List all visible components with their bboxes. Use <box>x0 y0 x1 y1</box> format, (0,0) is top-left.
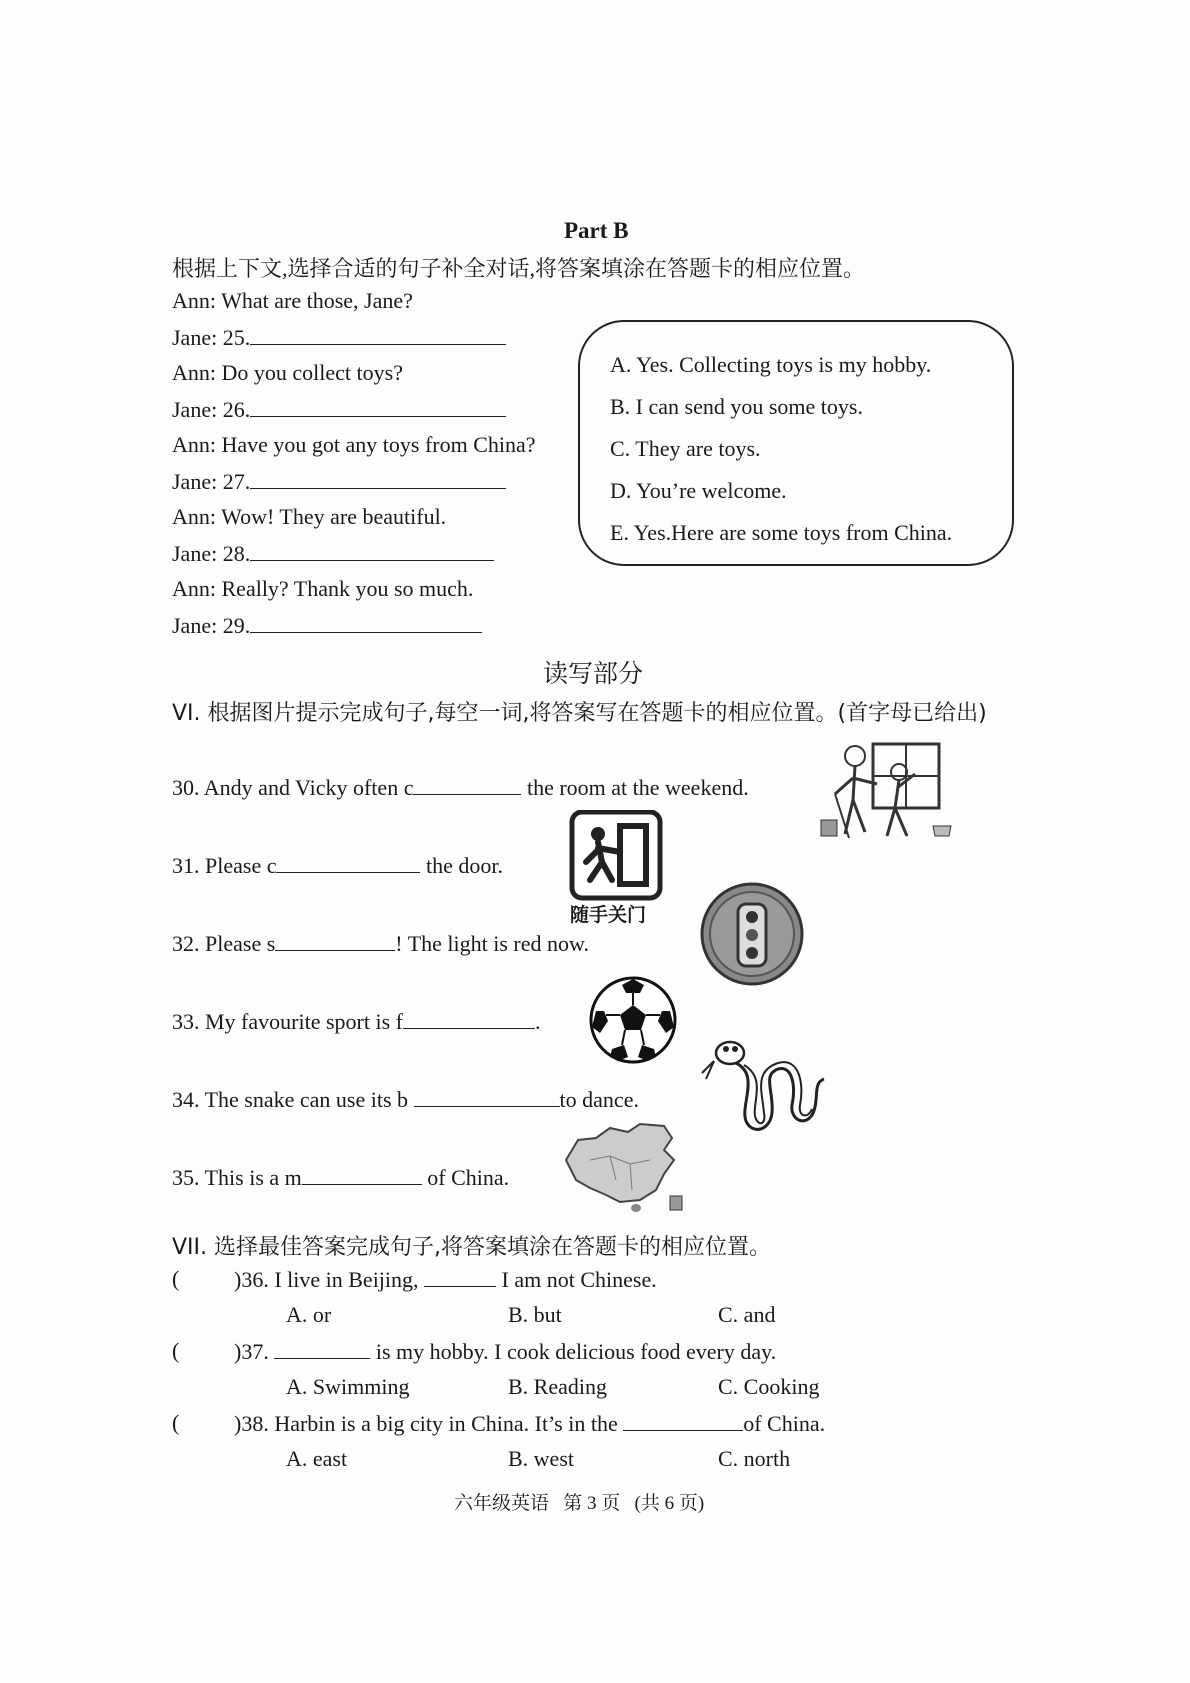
question-34: 34. The snake can use its b to dance. <box>172 1087 639 1112</box>
answer-paren-open: ( <box>172 1338 180 1363</box>
dialogue-line: Jane: 27. <box>172 468 506 495</box>
answer-blank[interactable] <box>276 852 420 873</box>
option-a: A. Yes. Collecting toys is my hobby. <box>610 352 932 377</box>
section-vi-title: VI. 根据图片提示完成句子,每空一词,将答案写在答题卡的相应位置。(首字母已给出) <box>172 701 987 726</box>
answer-blank[interactable] <box>250 468 506 489</box>
dialogue-line: Ann: Wow! They are beautiful. <box>172 504 447 529</box>
dialogue-line: Ann: Have you got any toys from China? <box>172 432 536 457</box>
answer-paren-open: ( <box>172 1410 180 1435</box>
answer-blank[interactable] <box>623 1410 743 1431</box>
answer-blank[interactable] <box>274 1338 370 1359</box>
option-b: B. I can send you some toys. <box>610 394 863 419</box>
dialogue-line: Ann: Do you collect toys? <box>172 360 403 385</box>
answer-blank[interactable] <box>250 396 506 417</box>
answer-blank[interactable] <box>250 540 494 561</box>
question-36: )36. I live in Beijing, I am not Chinese. <box>234 1267 657 1292</box>
question-38: )38. Harbin is a big city in China. It’s in the of China. <box>234 1411 826 1436</box>
answer-blank[interactable] <box>403 1008 535 1029</box>
option-d: D. You’re welcome. <box>610 478 787 503</box>
dialogue-line: Jane: 26. <box>172 396 506 423</box>
answer-blank[interactable] <box>302 1164 422 1185</box>
choice-c[interactable]: C. Cooking <box>718 1374 820 1399</box>
dialogue-line: Jane: 28. <box>172 540 494 567</box>
answer-blank[interactable] <box>424 1266 496 1287</box>
answer-blank[interactable] <box>275 930 395 951</box>
choice-b[interactable]: B. but <box>508 1302 562 1327</box>
china-map-icon <box>560 1120 690 1214</box>
choice-a[interactable]: A. Swimming <box>286 1374 410 1399</box>
question-33: 33. My favourite sport is f . <box>172 1009 541 1034</box>
option-e: E. Yes.Here are some toys from China. <box>610 520 953 545</box>
snake-icon <box>700 1035 832 1137</box>
soccer-ball-icon <box>588 975 678 1065</box>
options-box <box>578 320 1014 566</box>
dialogue-line: Ann: Really? Thank you so much. <box>172 576 474 601</box>
close-door-sign-text: 随手关门 <box>570 904 647 926</box>
choice-b[interactable]: B. Reading <box>508 1374 607 1399</box>
choice-a[interactable]: A. east <box>286 1446 348 1471</box>
question-31: 31. Please c the door. <box>172 853 503 878</box>
traffic-light-icon <box>698 880 806 988</box>
part-b-instruction: 根据上下文,选择合适的句子补全对话,将答案填涂在答题卡的相应位置。 <box>172 256 866 281</box>
question-30: 30. Andy and Vicky often c the room at the weekend. <box>172 775 749 800</box>
part-b-title: Part B <box>564 218 629 243</box>
cleaning-kids-picture <box>815 738 955 846</box>
dialogue-line: Jane: 29. <box>172 612 482 639</box>
dialogue-line: Jane: 25. <box>172 324 506 351</box>
answer-blank[interactable] <box>414 1086 560 1107</box>
section-vii-title: VII. 选择最佳答案完成句子,将答案填涂在答题卡的相应位置。 <box>172 1235 772 1260</box>
read-write-title: 读写部分 <box>543 659 644 688</box>
answer-blank[interactable] <box>250 612 482 633</box>
question-32: 32. Please s ! The light is red now. <box>172 931 589 956</box>
answer-blank[interactable] <box>413 774 521 795</box>
page-footer: 六年级英语 第 3 页 (共 6 页) <box>454 1493 705 1514</box>
dialogue-line: Ann: What are those, Jane? <box>172 288 413 313</box>
choice-c[interactable]: C. and <box>718 1302 776 1327</box>
question-35: 35. This is a m of China. <box>172 1165 510 1190</box>
choice-a[interactable]: A. or <box>286 1302 332 1327</box>
choice-b[interactable]: B. west <box>508 1446 574 1471</box>
answer-paren-open: ( <box>172 1266 180 1291</box>
option-c: C. They are toys. <box>610 436 761 461</box>
choice-c[interactable]: C. north <box>718 1446 791 1471</box>
question-37: )37. is my hobby. I cook delicious food every day. <box>234 1339 777 1364</box>
answer-blank[interactable] <box>250 324 506 345</box>
